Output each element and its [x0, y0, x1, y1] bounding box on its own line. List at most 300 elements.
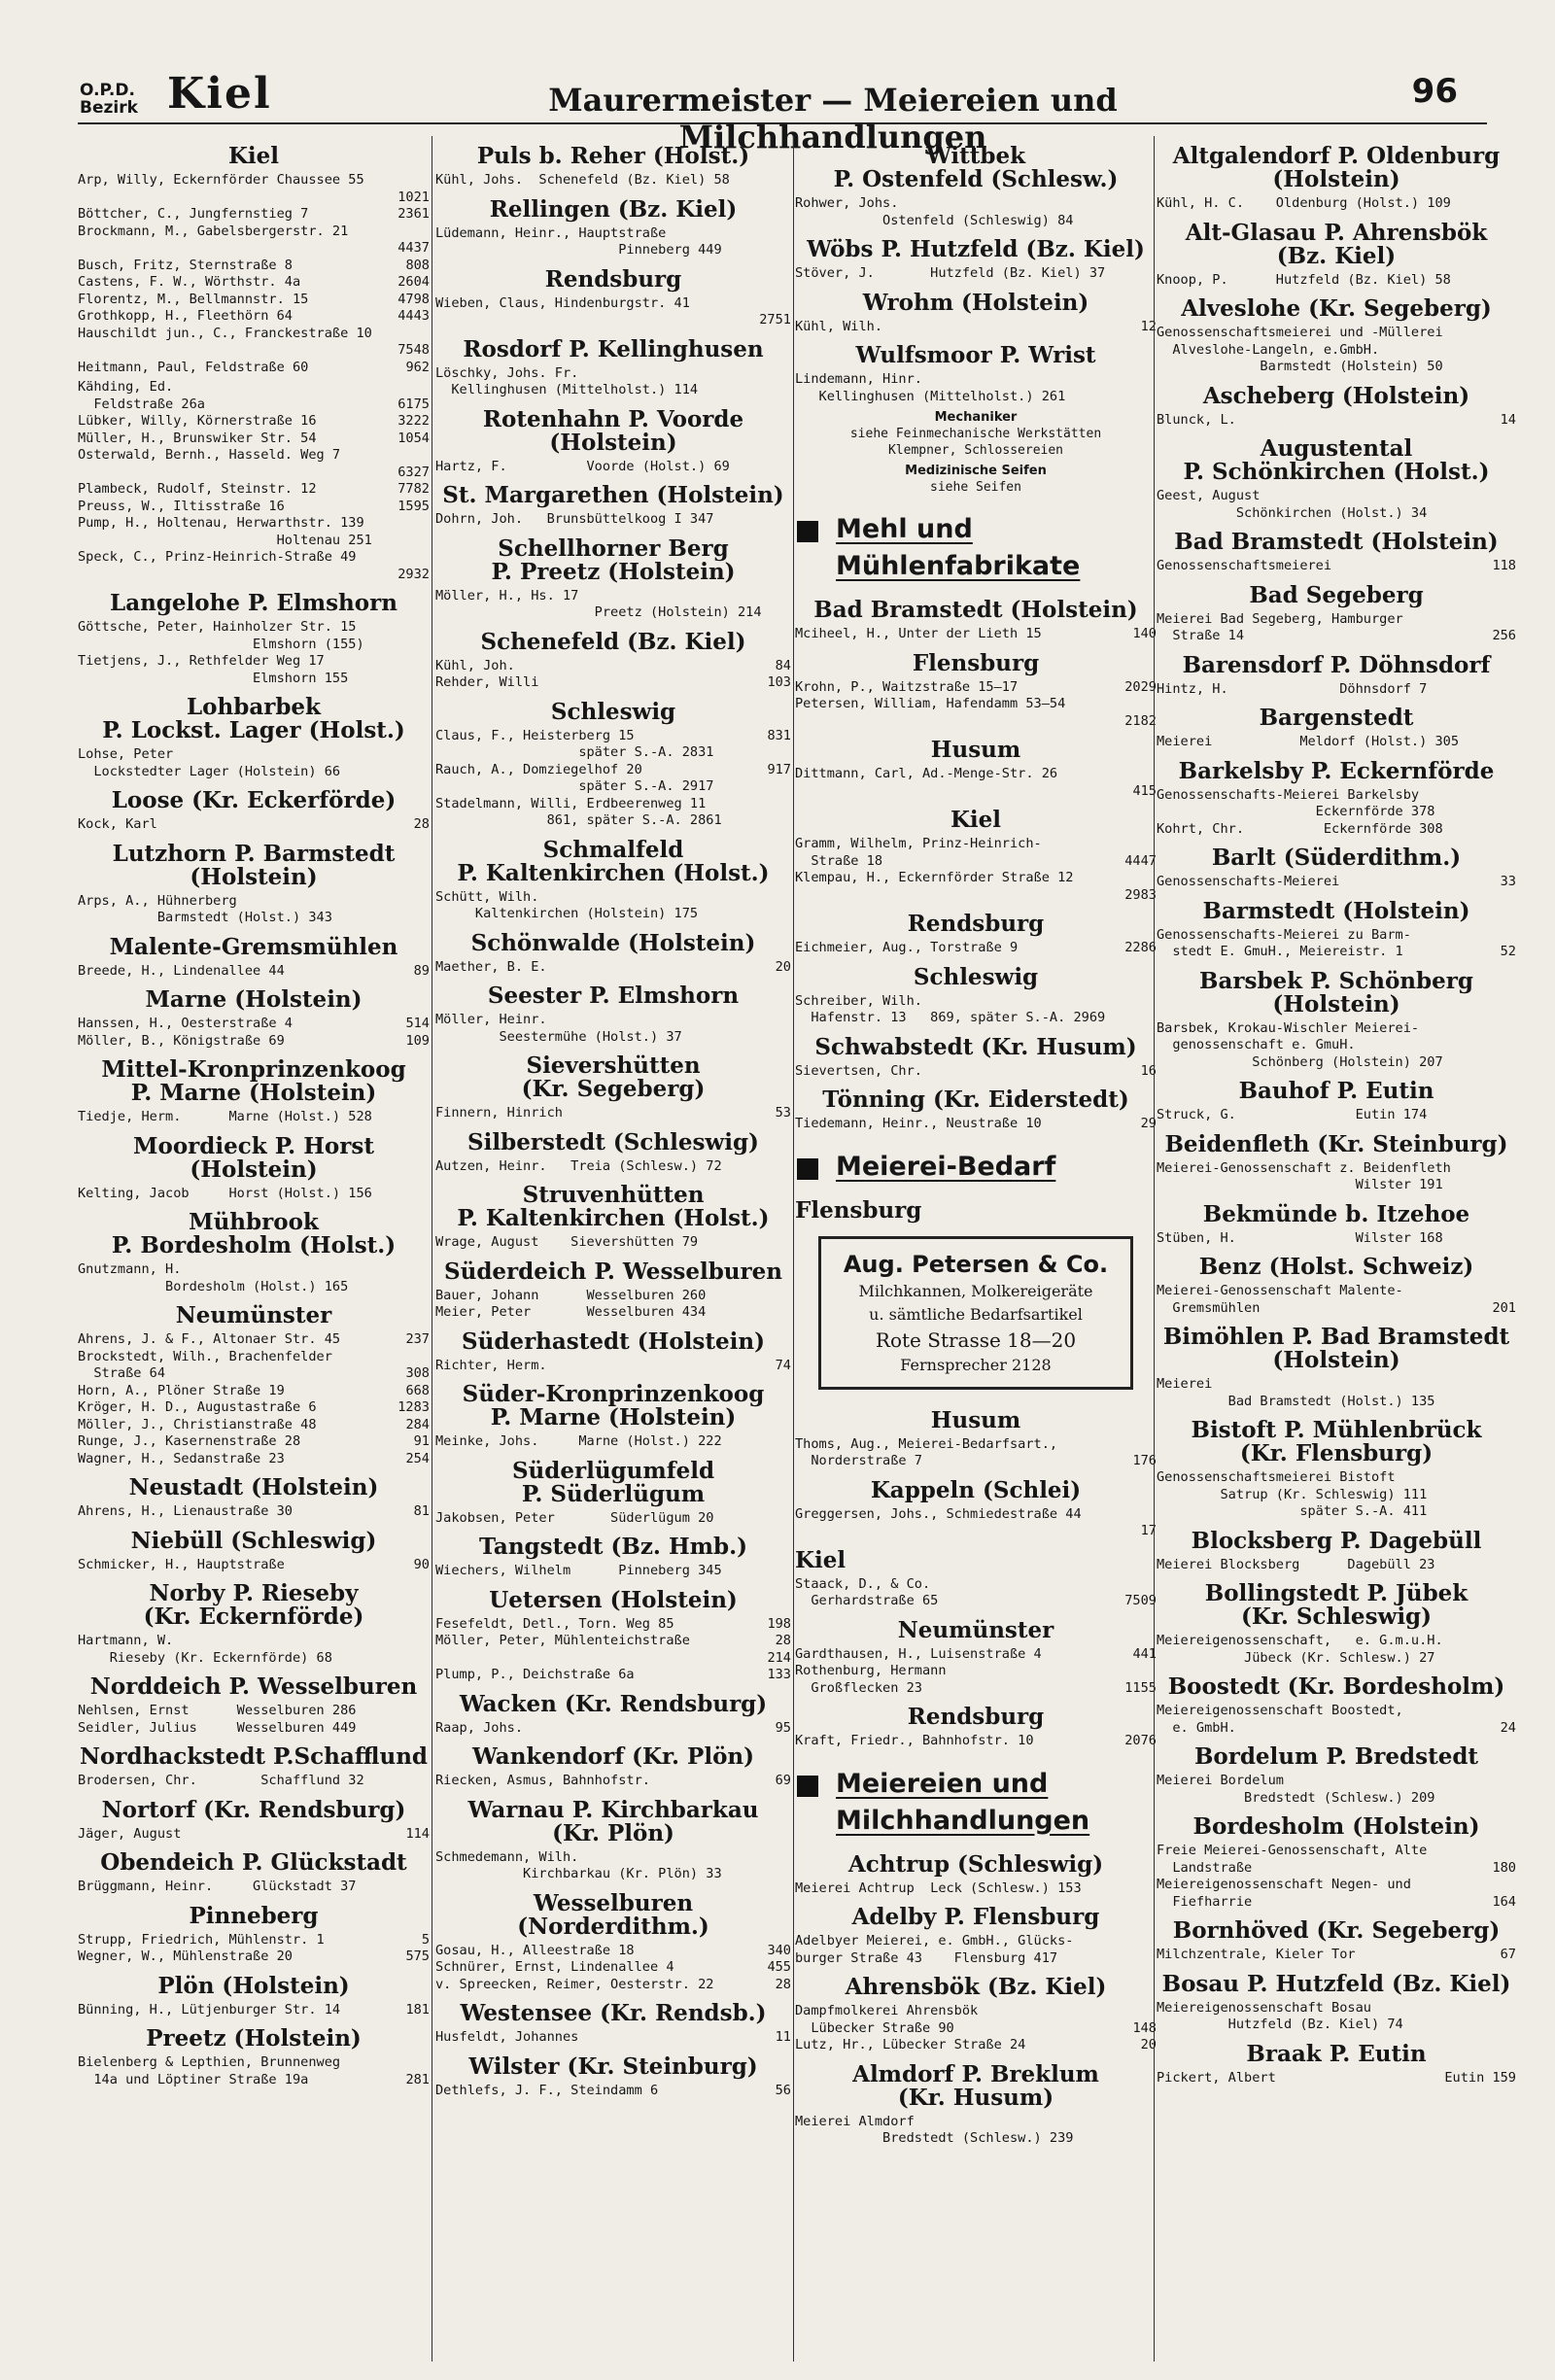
cross-reference-text: siehe Seifen	[930, 480, 1021, 495]
entry-text: Göttsche, Peter, Hainholzer Str. 15	[78, 619, 357, 635]
entry-line	[78, 172, 430, 190]
entry-text: Wilster 191	[1157, 1177, 1443, 1192]
entry-line	[1157, 2000, 1516, 2018]
phone-number: 284	[405, 1416, 430, 1432]
entry-line	[1157, 1503, 1516, 1521]
entry-line	[795, 713, 1157, 731]
entry-line	[78, 549, 430, 567]
entry-line	[435, 906, 791, 923]
phone-number: 133	[767, 1667, 791, 1682]
category-heading	[795, 1766, 1157, 1840]
place-heading: Barkelsby P. Eckernförde	[1178, 757, 1495, 784]
directory-entry	[795, 679, 1157, 731]
directory-entry	[78, 1826, 430, 1844]
entry-text: Gramm, Wilhelm, Prinz-Heinrich-	[795, 836, 1042, 851]
directory-entry	[1157, 681, 1516, 699]
entry-line	[795, 2114, 1157, 2131]
phone-number: 109	[405, 1032, 430, 1049]
entry-text: Blunck, L.	[1157, 411, 1236, 428]
place-heading: Nordhackstedt P.Schafflund	[80, 1743, 428, 1770]
directory-entry	[1157, 927, 1516, 961]
phone-number: 4798	[397, 291, 430, 307]
entry-line	[1157, 681, 1516, 699]
entry-line	[435, 959, 791, 977]
page-number: 96	[1411, 72, 1458, 111]
directory-entry	[78, 379, 430, 583]
entry-line	[78, 1773, 430, 1790]
place-heading: Benz (Holst. Schweiz)	[1198, 1254, 1474, 1280]
phone-number: 1054	[397, 430, 430, 446]
directory-entry	[78, 2002, 430, 2019]
phone-number: 455	[767, 1959, 791, 1975]
district-label	[80, 82, 138, 117]
phone-number: 95	[775, 1719, 791, 1736]
entry-line	[78, 764, 430, 781]
entry-line	[1157, 342, 1516, 360]
category-heading	[795, 511, 1157, 585]
place-heading: Westensee (Kr. Rendsb.)	[460, 2000, 767, 2026]
directory-entry	[435, 1563, 791, 1580]
place-heading: Achtrup (Schleswig)	[847, 1850, 1104, 1878]
entry-text: Jakobsen, Peter Süderlügum 20	[435, 1509, 714, 1526]
entry-text: Lübecker Straße 90	[795, 2019, 954, 2036]
page-header	[78, 69, 1487, 155]
entry-text: Pinneberg 449	[435, 242, 722, 258]
opd-label: O.P.D.	[80, 81, 135, 100]
entry-line	[78, 1349, 430, 1366]
phone-number: 575	[405, 1949, 430, 1964]
column-1	[78, 136, 430, 2362]
place-heading: St. Margarethen (Holstein)	[442, 482, 784, 508]
place-heading: Ahrensbök (Bz. Kiel)	[845, 1974, 1107, 2000]
entry-line	[435, 1234, 791, 1252]
directory-entry	[1157, 325, 1516, 376]
directory-entry	[78, 1503, 430, 1521]
entry-text: Meiereigenossenschaft Boostedt,	[1157, 1703, 1403, 1718]
entry-text: Landstraße	[1157, 1859, 1253, 1876]
entry-line	[795, 319, 1157, 336]
phone-number: 5	[421, 1931, 430, 1948]
directory-entry	[1157, 611, 1516, 645]
entry-text: Hartmann, W.	[78, 1633, 174, 1648]
directory-entry	[435, 1288, 791, 1322]
entry-text: Möller, J., Christianstraße 48	[78, 1416, 317, 1432]
entry-line	[795, 1576, 1157, 1594]
phone-number: Eutin 159	[1444, 2069, 1516, 2086]
place-heading: Adelby P. Flensburg	[851, 1904, 1100, 1930]
entry-text: Fesefeldt, Detl., Torn. Weg 85	[435, 1615, 674, 1632]
phone-number: 1155	[1124, 1679, 1157, 1696]
entry-line	[78, 1557, 430, 1574]
entry-line	[1157, 1947, 1516, 1964]
entry-text: Schmicker, H., Hauptstraße	[78, 1556, 285, 1572]
phone-number: 20	[1140, 2037, 1157, 2052]
directory-entry	[1157, 1283, 1516, 1317]
entry-line	[435, 588, 791, 605]
directory-entry	[795, 626, 1157, 643]
entry-line	[435, 728, 791, 745]
place-heading: Kappeln (Schlei)	[870, 1476, 1082, 1503]
entry-text: Stadelmann, Willi, Erdbeerenweg 11	[435, 795, 707, 811]
place-heading: Bargenstedt	[1259, 705, 1414, 731]
entry-text: Schnürer, Ernst, Lindenallee 4	[435, 1959, 674, 1975]
entry-text: Möller, Heinr.	[435, 1012, 547, 1027]
entry-line	[435, 674, 791, 692]
entry-text: Straße 64	[78, 1365, 166, 1381]
entry-text: Meierei-Genossenschaft z. Beidenfleth	[1157, 1159, 1451, 1176]
entry-text: Löschky, Johs. Fr.	[435, 364, 579, 381]
entry-line	[1157, 1394, 1516, 1411]
place-heading: Bordelum P. Bredstedt	[1193, 1743, 1479, 1770]
entry-text: Lohse, Peter	[78, 746, 174, 762]
phone-number: 28	[775, 1633, 791, 1648]
directory-entry	[78, 1773, 430, 1790]
phone-number: 2751	[759, 312, 791, 328]
place-heading: Wittbek P. Ostenfeld (Schlesw.)	[833, 143, 1119, 192]
entry-line	[78, 379, 430, 397]
place-heading: Rotenhahn P. Voorde (Holstein)	[482, 405, 744, 456]
directory-entry	[795, 1063, 1157, 1081]
entry-text: Norderstraße 7	[795, 1453, 922, 1468]
phone-number: 340	[767, 1942, 791, 1958]
phone-number: 237	[405, 1331, 430, 1347]
place-heading: Schönwalde (Holstein)	[470, 929, 756, 956]
entry-text: Wiechers, Wilhelm Pinneberg 345	[435, 1563, 722, 1578]
directory-entry	[1157, 488, 1516, 522]
entry-line	[435, 511, 791, 529]
directory-entry	[78, 1932, 430, 1966]
place-heading: Rellingen (Bz. Kiel)	[489, 195, 738, 223]
phone-number: 514	[405, 1016, 430, 1031]
directory-entry	[795, 1436, 1157, 1470]
entry-text: Lutz, Hr., Lübecker Straße 24	[795, 2037, 1026, 2052]
directory-entry	[435, 172, 791, 190]
directory-entry	[1157, 1843, 1516, 1911]
place-heading: Mühbrook P. Bordesholm (Holst.)	[111, 1209, 397, 1259]
entry-line	[78, 499, 430, 516]
place-heading: Mittel-Kronprinzenkoog P. Marne (Holstein)	[101, 1056, 406, 1106]
cross-reference-heading: Medizinische Seifen	[905, 464, 1047, 478]
entry-line	[435, 2083, 791, 2100]
phone-number: 962	[405, 359, 430, 375]
entry-line	[78, 533, 430, 550]
phone-number: 7782	[397, 481, 430, 497]
entry-text: Meierei-Genossenschaft Malente-	[1157, 1283, 1403, 1298]
entry-line	[78, 619, 430, 637]
entry-text: Plump, P., Deichstraße 6a	[435, 1667, 635, 1682]
entry-text: Gosau, H., Alleestraße 18	[435, 1942, 635, 1958]
entry-text: v. Spreecken, Reimer, Oesterstr. 22	[435, 1976, 714, 1992]
entry-text: Knoop, P. Hutzfeld (Bz. Kiel) 58	[1157, 271, 1451, 288]
entry-text: Jübeck (Kr. Schlesw.) 27	[1157, 1649, 1435, 1666]
directory-entry	[435, 1720, 791, 1738]
place-heading: Pinneberg	[189, 1902, 319, 1929]
entry-line	[795, 679, 1157, 697]
entry-text: Heitmann, Paul, Feldstraße 60	[78, 359, 309, 375]
phone-number: 52	[1500, 944, 1516, 959]
place-heading: Marne (Holstein)	[145, 986, 363, 1013]
place-heading: Norddeich P. Wesselburen	[89, 1673, 418, 1700]
entry-line	[78, 224, 430, 241]
entry-text: Genossenschafts-Meierei zu Barm-	[1157, 926, 1411, 943]
category-title: Mehl und Mühlenfabrikate	[836, 514, 1081, 581]
phone-number: 1595	[397, 498, 430, 514]
entry-text: Petersen, William, Hafendamm 53—54	[795, 696, 1066, 711]
phone-number: 89	[413, 962, 430, 979]
entry-line	[1157, 1877, 1516, 1894]
entry-line	[78, 1879, 430, 1896]
entry-text: Kock, Karl	[78, 816, 157, 832]
phone-number: 181	[405, 2001, 430, 2018]
entry-text: Dohrn, Joh. Brunsbüttelkoog I 347	[435, 511, 714, 527]
phone-number: 808	[405, 257, 430, 273]
entry-line	[1157, 1037, 1516, 1054]
entry-line	[795, 836, 1157, 853]
phone-number: 3222	[397, 413, 430, 429]
page-title: Maurermeister — Meiereien und Milchhandlungen	[548, 82, 1118, 155]
phone-number: 81	[413, 1503, 430, 1519]
place-heading: Husum	[930, 737, 1021, 763]
entry-text: Kühl, H. C. Oldenburg (Holst.) 109	[1157, 195, 1451, 211]
entry-text: Hanssen, H., Oesterstraße 4	[78, 1016, 293, 1031]
entry-line	[795, 1663, 1157, 1680]
entry-text: Rohwer, Johs.	[795, 195, 899, 211]
entry-text: Wieben, Claus, Hindenburgstr. 41	[435, 294, 690, 311]
phone-number: 11	[775, 2029, 791, 2045]
phone-number: 16	[1140, 1062, 1157, 1079]
entry-text: Kähding, Ed.	[78, 379, 174, 395]
entry-line	[1157, 272, 1516, 290]
entry-text: Runge, J., Kasernenstraße 28	[78, 1433, 301, 1449]
entry-text: Raap, Johs.	[435, 1719, 524, 1736]
place-heading: Alt-Glasau P. Ahrensbök (Bz. Kiel)	[1185, 219, 1488, 269]
entry-line	[435, 312, 791, 329]
directory-entry	[435, 1105, 791, 1122]
bezirk-label: Bezirk	[80, 98, 138, 118]
place-heading: Rendsburg	[907, 911, 1045, 937]
entry-line	[435, 382, 791, 399]
place-heading: Lohbarbek P. Lockst. Lager (Holst.)	[102, 694, 405, 743]
entry-line	[78, 1633, 430, 1650]
entry-text: Autzen, Heinr. Treia (Schlesw.) 72	[435, 1157, 722, 1174]
directory-entry	[435, 1773, 791, 1790]
entry-line	[1157, 325, 1516, 342]
phone-number: 201	[1492, 1299, 1516, 1316]
entry-line	[78, 481, 430, 499]
entry-text: Kühl, Wilh.	[795, 318, 883, 334]
place-heading: Silberstedt (Schleswig)	[467, 1128, 759, 1156]
entry-line	[78, 2002, 430, 2019]
entry-text: Claus, F., Heisterberg 15	[435, 727, 635, 743]
entry-line	[1157, 558, 1516, 575]
entry-line	[795, 1506, 1157, 1524]
directory-entry	[795, 1646, 1157, 1698]
place-heading: Wöbs P. Hutzfeld (Bz. Kiel)	[807, 236, 1145, 262]
entry-text: Brockmann, M., Gabelsbergerstr. 21	[78, 223, 349, 239]
directory-entry	[1157, 1947, 1516, 1964]
place-heading: Struvenhütten P. Kaltenkirchen (Holst.)	[457, 1182, 770, 1231]
entry-text: Meierei Meldorf (Holst.) 305	[1157, 734, 1459, 749]
place-heading: Blocksberg P. Dagebüll	[1191, 1527, 1482, 1554]
place-heading: Barensdorf P. Döhnsdorf	[1182, 651, 1491, 678]
phone-number: 214	[767, 1649, 791, 1666]
entry-text: Elmshorn (155)	[78, 636, 364, 652]
entry-line	[795, 2130, 1157, 2148]
entry-line	[795, 371, 1157, 389]
entry-line	[1157, 1843, 1516, 1860]
entry-text: Möller, B., Königstraße 69	[78, 1032, 285, 1049]
entry-text: Brüggmann, Heinr. Glückstadt 37	[78, 1879, 357, 1894]
directory-entry	[435, 295, 791, 329]
entry-text: Jäger, August	[78, 1825, 182, 1842]
place-heading: Bornhöved (Kr. Segeberg)	[1172, 1917, 1501, 1944]
entry-line	[435, 1304, 791, 1322]
entry-line	[435, 225, 791, 243]
entry-line	[435, 744, 791, 762]
directory-entry	[1157, 874, 1516, 891]
entry-text: Genossenschaftsmeierei und -Müllerei	[1157, 325, 1443, 340]
entry-line	[795, 1116, 1157, 1133]
place-heading: Bekmünde b. Itzehoe	[1202, 1200, 1470, 1227]
directory-entry	[435, 728, 791, 830]
entry-text: Eckernförde 378	[1157, 804, 1435, 819]
entry-line	[435, 1959, 791, 1977]
entry-line	[1157, 505, 1516, 523]
directory-entry	[795, 940, 1157, 957]
entry-text: Lüdemann, Heinr., Hauptstraße	[435, 224, 667, 241]
entry-line	[795, 766, 1157, 783]
entry-text: Dampfmolkerei Ahrensbök	[795, 2003, 979, 2018]
directory-entry	[1157, 734, 1516, 751]
category-square-icon	[797, 1158, 818, 1180]
directory-entry	[435, 889, 791, 923]
entry-text: Bordesholm (Holst.) 165	[78, 1278, 349, 1294]
entry-line	[435, 2029, 791, 2047]
entry-text: Möller, H., Hs. 17	[435, 587, 579, 604]
entry-line	[435, 762, 791, 779]
entry-line	[435, 1433, 791, 1451]
entry-line	[1157, 412, 1516, 430]
entry-line	[795, 993, 1157, 1011]
place-heading: Schenefeld (Bz. Kiel)	[480, 628, 746, 655]
entry-line	[435, 1633, 791, 1650]
phone-number: 2361	[397, 206, 430, 222]
entry-line	[435, 812, 791, 830]
entry-line	[1157, 1633, 1516, 1650]
entry-text: Möller, Peter, Mühlenteichstraße	[435, 1633, 690, 1648]
entry-text: Kühl, Joh.	[435, 657, 515, 673]
entry-text: Richter, Herm.	[435, 1357, 547, 1373]
entry-line	[1157, 488, 1516, 505]
directory-entry	[435, 2029, 791, 2047]
entry-line	[435, 1158, 791, 1176]
entry-text: Wegner, W., Mühlenstraße 20	[78, 1949, 293, 1964]
entry-text: Bad Bramstedt (Holst.) 135	[1157, 1393, 1435, 1409]
entry-line	[78, 1932, 430, 1949]
place-heading: Tönning (Kr. Eiderstedt)	[822, 1087, 1129, 1113]
entry-text: Plambeck, Rudolf, Steinstr. 12	[78, 481, 317, 497]
phone-number: 2983	[1124, 886, 1157, 903]
ad-description: Milchkannen, Molkereigeräte u. sämtliche Bedarfsartikel	[858, 1281, 1093, 1324]
entry-line	[435, 1012, 791, 1029]
column-divider	[793, 136, 794, 2362]
entry-text: Seestermühe (Holst.) 37	[435, 1028, 682, 1045]
place-heading: Barlt (Süderdithm.)	[1211, 845, 1462, 871]
column-divider	[1154, 136, 1155, 2362]
phone-number: 53	[775, 1105, 791, 1121]
directory-entry	[795, 265, 1157, 283]
entry-line	[795, 2003, 1157, 2020]
directory-entry	[795, 1116, 1157, 1133]
place-heading: Schwabstedt (Kr. Husum)	[814, 1033, 1137, 1060]
entry-line	[78, 258, 430, 275]
entry-line	[1157, 804, 1516, 821]
entry-line	[435, 1720, 791, 1738]
entry-text: Hafenstr. 13 869, später S.-A. 2969	[795, 1010, 1106, 1025]
directory-entry	[795, 2003, 1157, 2054]
entry-line	[795, 1950, 1157, 1968]
place-heading: Plön (Holstein)	[157, 1972, 350, 1999]
place-heading: Altgalendorf P. Oldenburg (Holstein)	[1172, 143, 1501, 192]
directory-entry	[1157, 2000, 1516, 2034]
entry-line	[78, 326, 430, 343]
directory-entry	[795, 766, 1157, 800]
entry-text: Schütt, Wilh.	[435, 888, 539, 905]
place-heading: Schmalfeld P. Kaltenkirchen (Holst.)	[457, 836, 770, 886]
directory-entry	[795, 1880, 1157, 1898]
entry-text: Gardthausen, H., Luisenstraße 4	[795, 1645, 1042, 1662]
entry-line	[795, 1733, 1157, 1750]
entry-line	[795, 1933, 1157, 1950]
entry-text: Tietjens, J., Rethfelder Weg 17	[78, 653, 325, 669]
phone-number: 281	[405, 2071, 430, 2087]
directory-entry	[1157, 272, 1516, 290]
entry-text: Meierei Bordelum	[1157, 1773, 1284, 1788]
entry-line	[78, 1109, 430, 1126]
entry-text: Hartz, F. Voorde (Holst.) 69	[435, 458, 730, 474]
entry-line	[78, 671, 430, 688]
entry-text: Breede, H., Lindenallee 44	[78, 962, 285, 979]
entry-line	[78, 1503, 430, 1521]
entry-line	[78, 1365, 430, 1383]
place-heading: Rendsburg	[544, 265, 682, 293]
directory-entry	[435, 1433, 791, 1451]
entry-line	[435, 796, 791, 813]
column-4	[1157, 136, 1516, 2362]
phone-number: 2029	[1124, 678, 1157, 695]
phone-number: 12	[1140, 318, 1157, 334]
place-heading: Süderhastedt (Holstein)	[462, 1328, 765, 1355]
entry-line	[795, 389, 1157, 406]
category-title: Meiereien und Milchhandlungen	[836, 1768, 1090, 1836]
entry-line	[795, 1063, 1157, 1081]
directory-entry	[435, 1943, 791, 1994]
entry-line	[795, 1436, 1157, 1454]
directory-entry	[435, 1616, 791, 1684]
phone-number: 28	[775, 1976, 791, 1992]
entry-line	[1157, 1177, 1516, 1194]
entry-text: Kühl, Johs. Schenefeld (Bz. Kiel) 58	[435, 172, 730, 188]
directory-entry	[435, 1234, 791, 1252]
entry-text: Struck, G. Eutin 174	[1157, 1107, 1428, 1122]
entry-line	[795, 783, 1157, 801]
place-heading: Schleswig	[913, 963, 1039, 990]
entry-text: Alveslohe-Langeln, e.GmbH.	[1157, 341, 1380, 358]
phone-number: 164	[1492, 1893, 1516, 1910]
place-heading: Augustental P. Schönkirchen (Holst.)	[1183, 435, 1490, 485]
phone-number: 4437	[397, 240, 430, 256]
entry-line	[78, 1186, 430, 1203]
